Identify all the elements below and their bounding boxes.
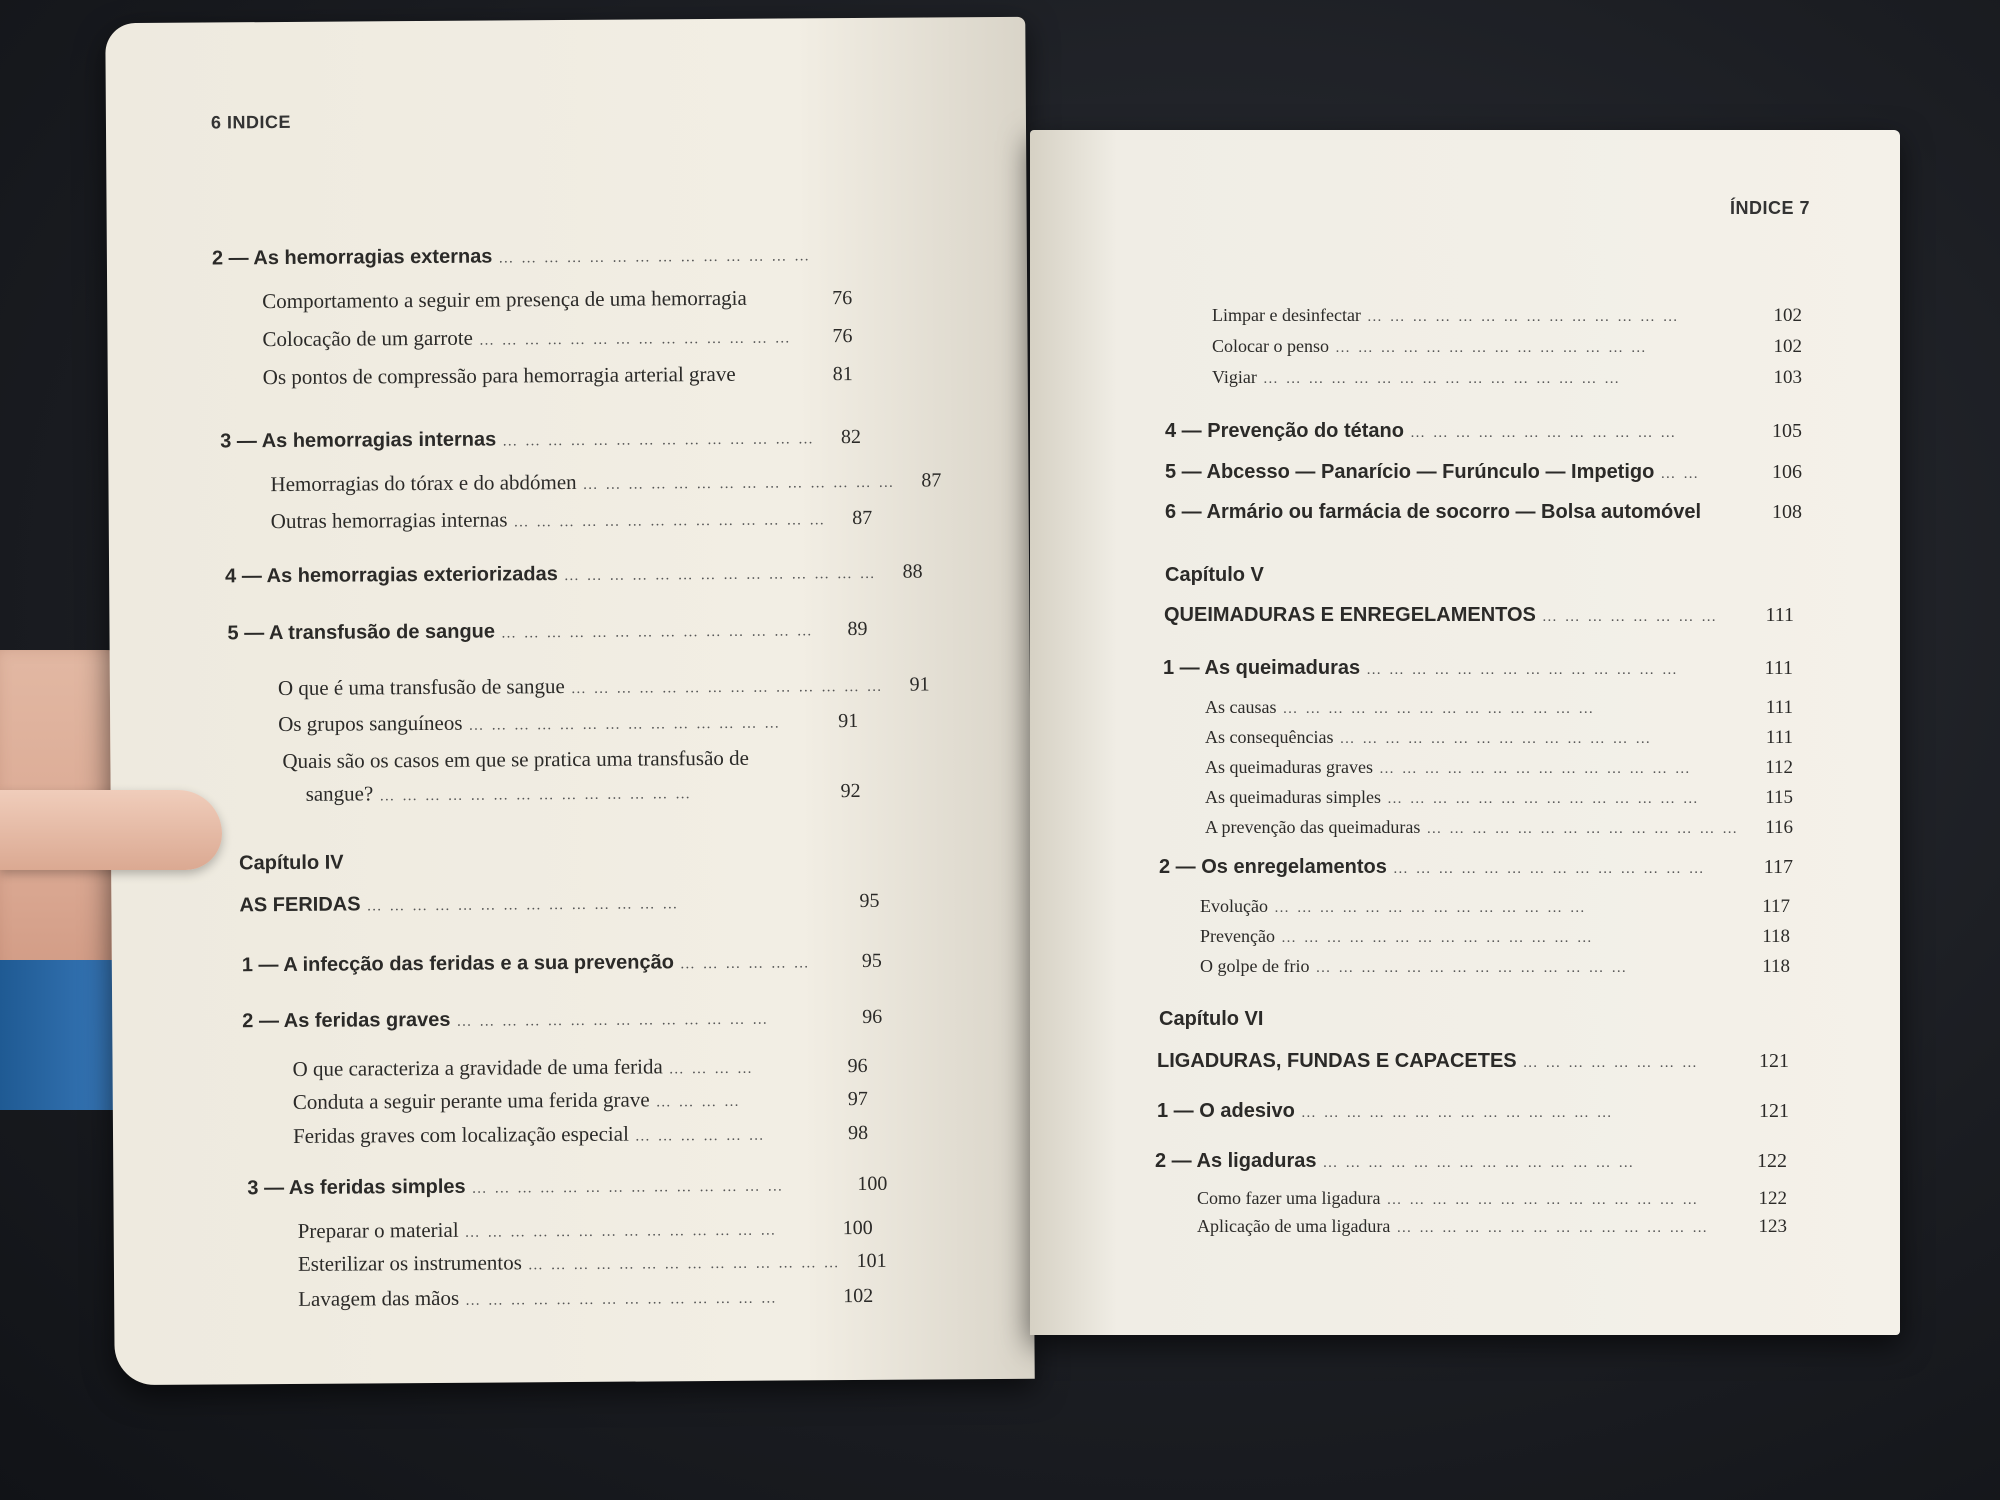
toc-entry: sangue? … … … … … … … … … … … … … … 92 <box>305 779 861 806</box>
toc-entry: 2 — As ligaduras … … … … … … … … … … … … … … 122 <box>1155 1150 1787 1172</box>
toc-entry: 2 — As hemorragias externas … … … … … … … … … … … … … … <box>211 245 812 270</box>
toc-entry: A prevenção das queimaduras … … … … … … … … … … … … … … 116 <box>1205 817 1793 838</box>
toc-entry: 3 — As feridas simples … … … … … … … … … … … … … … 100 <box>247 1172 888 1200</box>
toc-entry: 6 — Armário ou farmácia de socorro — Bolsa automóvel 108 <box>1165 501 1802 523</box>
toc-entry: As causas … … … … … … … … … … … … … … 111 <box>1205 697 1793 718</box>
toc-entry: 2 — As feridas graves … … … … … … … … … … … … … … 96 <box>242 1005 883 1033</box>
page-header: 6 INDICE <box>210 111 292 133</box>
toc-entry: Lavagem das mãos … … … … … … … … … … … … … … 102 <box>298 1284 874 1311</box>
toc-entry: 5 — A transfusão de sangue … … … … … … … … … … … … … … 89 <box>227 617 868 645</box>
toc-entry: Como fazer uma ligadura … … … … … … … … … … … … … … 122 <box>1197 1188 1787 1209</box>
toc-entry: AS FERIDAS … … … … … … … … … … … … … … 95 <box>239 889 880 917</box>
toc-entry: Colocação de um garrote … … … … … … … … … … … … … … 76 <box>262 325 853 352</box>
toc-entry: Quais são os casos em que se pratica uma transfusão de <box>282 745 750 774</box>
toc-entry: As queimaduras simples … … … … … … … … … … … … … … 115 <box>1205 787 1793 808</box>
toc-entry: Vigiar … … … … … … … … … … … … … … … … 103 <box>1212 367 1802 388</box>
toc-entry: Feridas graves com localização especial … … … … … … 98 <box>292 1121 869 1148</box>
toc-entry: Preparar o material … … … … … … … … … … … … … … 100 <box>297 1216 873 1243</box>
toc-entry: Limpar e desinfectar … … … … … … … … … … … … … … 102 <box>1212 305 1802 326</box>
toc-entry: 1 — O adesivo … … … … … … … … … … … … … … 121 <box>1157 1100 1789 1122</box>
toc-entry: Conduta a seguir perante uma ferida grave … … … … 97 <box>292 1087 868 1114</box>
page-header: ÍNDICE 7 <box>1730 198 1811 218</box>
toc-entry: Comportamento a seguir em presença de uma hemorragia 76 <box>262 285 853 314</box>
toc-entry: O golpe de frio … … … … … … … … … … … … … … 118 <box>1200 956 1790 977</box>
book-cover-edge <box>0 960 130 1110</box>
toc-entry: QUEIMADURAS E ENREGELAMENTOS … … … … … … … … 111 <box>1164 604 1794 626</box>
toc-entry: 1 — A infecção das feridas e a sua prevenção … … … … … … 95 <box>241 949 882 977</box>
toc-entry: As consequências … … … … … … … … … … … … … … 111 <box>1205 727 1793 748</box>
thumb <box>0 790 222 870</box>
toc-entry: Prevenção … … … … … … … … … … … … … … 118 <box>1200 926 1790 947</box>
toc-entry: Evolução … … … … … … … … … … … … … … 117 <box>1200 896 1790 917</box>
toc-entry: LIGADURAS, FUNDAS E CAPACETES … … … … … … … … 121 <box>1157 1050 1789 1072</box>
toc-entry: Esterilizar os instrumentos … … … … … … … … … … … … … … 101 <box>297 1249 887 1276</box>
right-page <box>1030 130 1900 1335</box>
toc-entry: O que caracteriza a gravidade de uma ferida … … … … 96 <box>292 1054 868 1081</box>
toc-entry: Os grupos sanguíneos … … … … … … … … … … … … … … 91 <box>278 709 859 737</box>
toc-entry: 4 — As hemorragias exteriorizadas … … … … … … … … … … … … … … 88 <box>225 560 923 588</box>
toc-entry: 3 — As hemorragias internas … … … … … … … … … … … … … … 82 <box>220 425 862 453</box>
left-page <box>105 17 1034 1385</box>
toc-entry: 4 — Prevenção do tétano … … … … … … … … … … … … 105 <box>1165 420 1802 442</box>
toc-entry: Colocar o penso … … … … … … … … … … … … … … 102 <box>1212 336 1802 357</box>
chapter-heading: Capítulo VI <box>1159 1008 1264 1030</box>
chapter-heading: Capítulo V <box>1165 564 1264 586</box>
toc-entry: As queimaduras graves … … … … … … … … … … … … … … 112 <box>1205 757 1793 778</box>
toc-entry: Aplicação de uma ligadura … … … … … … … … … … … … … … 123 <box>1197 1216 1787 1237</box>
toc-entry: 2 — Os enregelamentos … … … … … … … … … … … … … … 117 <box>1159 856 1793 878</box>
toc-entry: Os pontos de compressão para hemorragia arterial grave 81 <box>262 361 853 390</box>
toc-entry: Hemorragias do tórax e do abdómen … … … … … … … … … … … … … … 87 <box>270 469 942 497</box>
chapter-heading: Capítulo IV <box>239 851 344 875</box>
toc-entry: O que é uma transfusão de sangue … … … … … … … … … … … … … … 91 <box>277 673 930 701</box>
toc-entry: Outras hemorragias internas … … … … … … … … … … … … … … 87 <box>270 506 873 534</box>
toc-entry: 5 — Abcesso — Panarício — Furúnculo — Impetigo … … 106 <box>1165 461 1802 483</box>
toc-entry: 1 — As queimaduras … … … … … … … … … … … … … … 111 <box>1163 657 1793 679</box>
